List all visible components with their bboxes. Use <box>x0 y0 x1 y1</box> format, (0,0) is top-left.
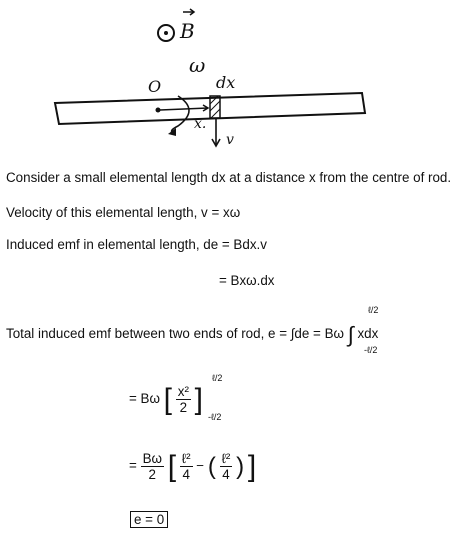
step2-upper-limit: ℓ/2 <box>212 373 223 383</box>
result-box: e = 0 <box>130 511 168 528</box>
step2-denominator: 2 <box>179 399 188 415</box>
step2-numerator: x² <box>177 383 189 399</box>
integrand: xdx <box>357 326 379 341</box>
elemental-emf-step <box>219 273 275 288</box>
integral-sign-icon: ∫ <box>347 322 354 347</box>
elemental-emf-equation: de = Bdx.v <box>203 237 267 252</box>
step3-equation: = $\frac{B\omega}{2}$ [ $\frac{\text{ℓ²}}{4}$ − ( $\frac{\text{ℓ²}}{4}$ ) ] <box>129 450 257 483</box>
velocity-equation: v = xω <box>201 205 241 220</box>
velocity-text: Velocity of this elemental length, <box>6 205 198 220</box>
step2-lower-limit: -ℓ/2 <box>208 412 222 422</box>
step3-fraction <box>141 452 164 482</box>
x-label: x. <box>194 116 207 132</box>
velocity-label: v <box>226 132 234 148</box>
elemental-emf-line <box>6 237 267 252</box>
rotation-arrow <box>172 96 189 132</box>
step2-equation: = Bω [ $\frac{\text{x²}}{2}$ ] <box>129 383 203 416</box>
step3-denominator: 2 <box>148 466 156 482</box>
field-label: B <box>180 19 195 43</box>
step2-fraction <box>176 385 191 415</box>
elemental-emf-text: Induced emf in elemental length, <box>6 237 200 252</box>
lower-limit: -ℓ/2 <box>364 345 378 355</box>
step2-prefix: = Bω <box>129 391 160 406</box>
step3-numerator: Bω <box>142 450 162 466</box>
step3-term-b: $\frac{\text{ℓ²}}{4}$ <box>221 450 231 482</box>
total-emf-line <box>6 322 378 348</box>
result <box>130 512 168 527</box>
elemental-emf-step-eq: = Bxω.dx <box>219 273 275 288</box>
dx-label: dx <box>216 73 236 92</box>
total-emf-text: Total induced emf between two ends of rod, <box>6 326 265 341</box>
velocity-line <box>6 205 240 220</box>
center-label: O <box>148 77 162 96</box>
omega-label: ω <box>189 53 206 77</box>
statement-text: Consider a small elemental length dx at a distance x from the centre of rod. <box>6 170 452 185</box>
rod-diagram <box>0 0 474 160</box>
upper-limit: ℓ/2 <box>368 305 379 315</box>
step3-term-a: $\frac{\text{ℓ²}}{4}$ <box>181 450 191 482</box>
total-emf-equation: e = ∫de = Bω <box>268 326 344 341</box>
statement-line <box>6 170 451 185</box>
